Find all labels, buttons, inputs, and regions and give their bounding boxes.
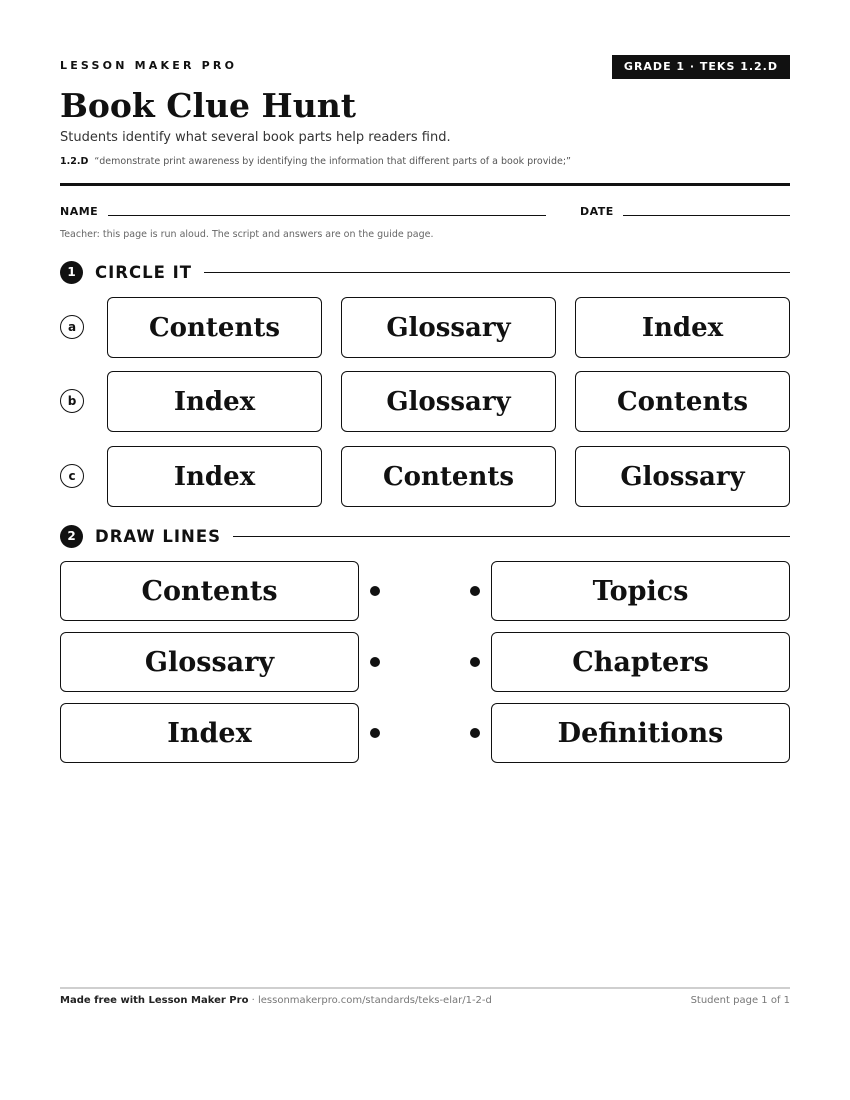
- page-subtitle: Students identify what several book parts help readers find.: [60, 130, 451, 145]
- match-right-dot[interactable]: [470, 657, 480, 667]
- match-right-dot[interactable]: [470, 728, 480, 738]
- circle-option[interactable]: Contents: [575, 371, 790, 432]
- grade-badge: GRADE 1 · TEKS 1.2.D: [612, 55, 790, 79]
- row-letter-c: c: [60, 464, 84, 488]
- row-letter-b: b: [60, 389, 84, 413]
- match-right-item[interactable]: Chapters: [491, 632, 790, 692]
- section-number: 1: [60, 261, 83, 284]
- section-title: DRAW LINES: [95, 526, 221, 546]
- date-label: DATE: [580, 205, 614, 218]
- standard-line: [60, 156, 571, 167]
- header-divider: [60, 183, 790, 186]
- footer-url[interactable]: · lessonmakerpro.com/standards/teks-elar/1-2-d: [248, 995, 492, 1006]
- circle-option[interactable]: Index: [575, 297, 790, 358]
- section-rule: [204, 272, 790, 273]
- circle-option[interactable]: Index: [107, 446, 322, 507]
- match-left-dot[interactable]: [370, 657, 380, 667]
- brand-name: LESSON MAKER PRO: [60, 59, 238, 72]
- row-letter-a: a: [60, 315, 84, 339]
- footer-made-with: Made free with Lesson Maker Pro: [60, 995, 249, 1006]
- match-right-item[interactable]: Topics: [491, 561, 790, 621]
- circle-option[interactable]: Glossary: [341, 371, 556, 432]
- match-right-item[interactable]: Definitions: [491, 703, 790, 763]
- section-circle-it-header: [60, 260, 790, 284]
- teacher-note: Teacher: this page is run aloud. The script and answers are on the guide page.: [60, 229, 434, 240]
- section-title: CIRCLE IT: [95, 262, 192, 282]
- match-left-item[interactable]: Glossary: [60, 632, 359, 692]
- match-left-item[interactable]: Index: [60, 703, 359, 763]
- section-number: 2: [60, 525, 83, 548]
- name-field[interactable]: [108, 215, 546, 216]
- footer-divider: [60, 987, 790, 989]
- match-left-dot[interactable]: [370, 586, 380, 596]
- name-label: NAME: [60, 205, 99, 218]
- circle-option[interactable]: Glossary: [575, 446, 790, 507]
- standard-code: 1.2.D: [60, 156, 89, 167]
- match-left-item[interactable]: Contents: [60, 561, 359, 621]
- page-title: Book Clue Hunt: [60, 86, 356, 125]
- section-draw-lines-header: [60, 524, 790, 548]
- date-field[interactable]: [623, 215, 790, 216]
- standard-text: “demonstrate print awareness by identifying the information that different parts of a book provide;”: [94, 156, 571, 167]
- section-rule: [233, 536, 790, 537]
- footer-page-number: Student page 1 of 1: [690, 995, 790, 1006]
- match-right-dot[interactable]: [470, 586, 480, 596]
- circle-option[interactable]: Index: [107, 371, 322, 432]
- circle-option[interactable]: Glossary: [341, 297, 556, 358]
- match-left-dot[interactable]: [370, 728, 380, 738]
- footer-credit: [60, 995, 492, 1006]
- circle-option[interactable]: Contents: [107, 297, 322, 358]
- circle-option[interactable]: Contents: [341, 446, 556, 507]
